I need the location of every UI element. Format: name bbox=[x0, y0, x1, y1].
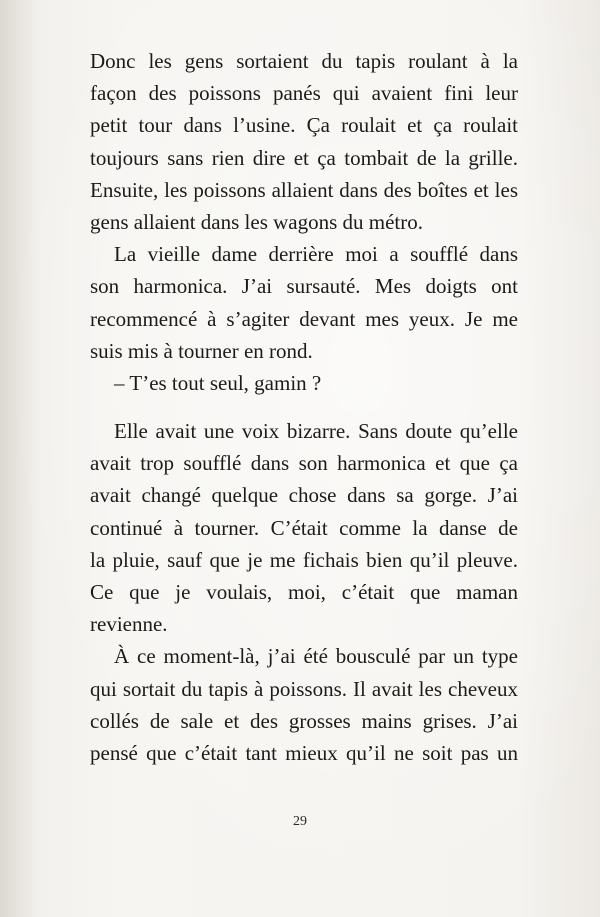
text-line: recommencé à s’agiter devant mes yeux. Je me bbox=[90, 306, 518, 331]
text-line: À ce moment-là, j’ai été bousculé par un type bbox=[114, 644, 518, 669]
text-line: la pluie, sauf que je me fichais bien qu’il pleuve. bbox=[90, 547, 518, 572]
text-line: Donc les gens sortaient du tapis roulant à la bbox=[90, 49, 518, 73]
paragraph bbox=[90, 640, 518, 769]
text-line: qui sortait du tapis à poissons. Il avait les cheveux bbox=[90, 676, 518, 701]
text-line: Ce que je voulais, moi, c’était que maman bbox=[90, 580, 518, 604]
body-text bbox=[90, 45, 518, 769]
text-line: Ensuite, les poissons allaient dans des boîtes et les bbox=[90, 177, 518, 202]
paragraph bbox=[90, 367, 518, 399]
text-line: continué à tourner. C’était comme la danse de bbox=[90, 515, 518, 540]
text-line: petit tour dans l’usine. Ça roulait et ça roulait bbox=[90, 113, 518, 138]
paragraph bbox=[90, 415, 518, 640]
text-line: – T’es tout seul, gamin ? bbox=[114, 370, 322, 395]
text-line: façon des poissons panés qui avaient fini leur bbox=[90, 81, 518, 106]
text-line: Elle avait une voix bizarre. Sans doute qu’elle bbox=[114, 419, 518, 444]
text-line: collés de sale et des grosses mains grises. J’ai bbox=[90, 708, 518, 733]
text-line: La vieille dame derrière moi a soufflé dans bbox=[114, 242, 518, 267]
text-line: avait changé quelque chose dans sa gorge. J’ai bbox=[90, 483, 518, 508]
text-line: pensé que c’était tant mieux qu’il ne soit pas un bbox=[90, 740, 518, 765]
page-number: 29 bbox=[293, 814, 307, 829]
text-line: suis mis à tourner en rond. bbox=[90, 338, 313, 363]
paragraph bbox=[90, 45, 518, 238]
text-line: revienne. bbox=[90, 612, 168, 637]
paragraph bbox=[90, 238, 518, 367]
text-line: toujours sans rien dire et ça tombait de la grille. bbox=[90, 145, 518, 170]
paragraph-gap bbox=[90, 399, 518, 415]
text-line: avait trop soufflé dans son harmonica et que ça bbox=[90, 451, 518, 476]
text-line: gens allaient dans les wagons du métro. bbox=[90, 209, 424, 234]
text-line: son harmonica. J’ai sursauté. Mes doigts ont bbox=[90, 274, 518, 299]
